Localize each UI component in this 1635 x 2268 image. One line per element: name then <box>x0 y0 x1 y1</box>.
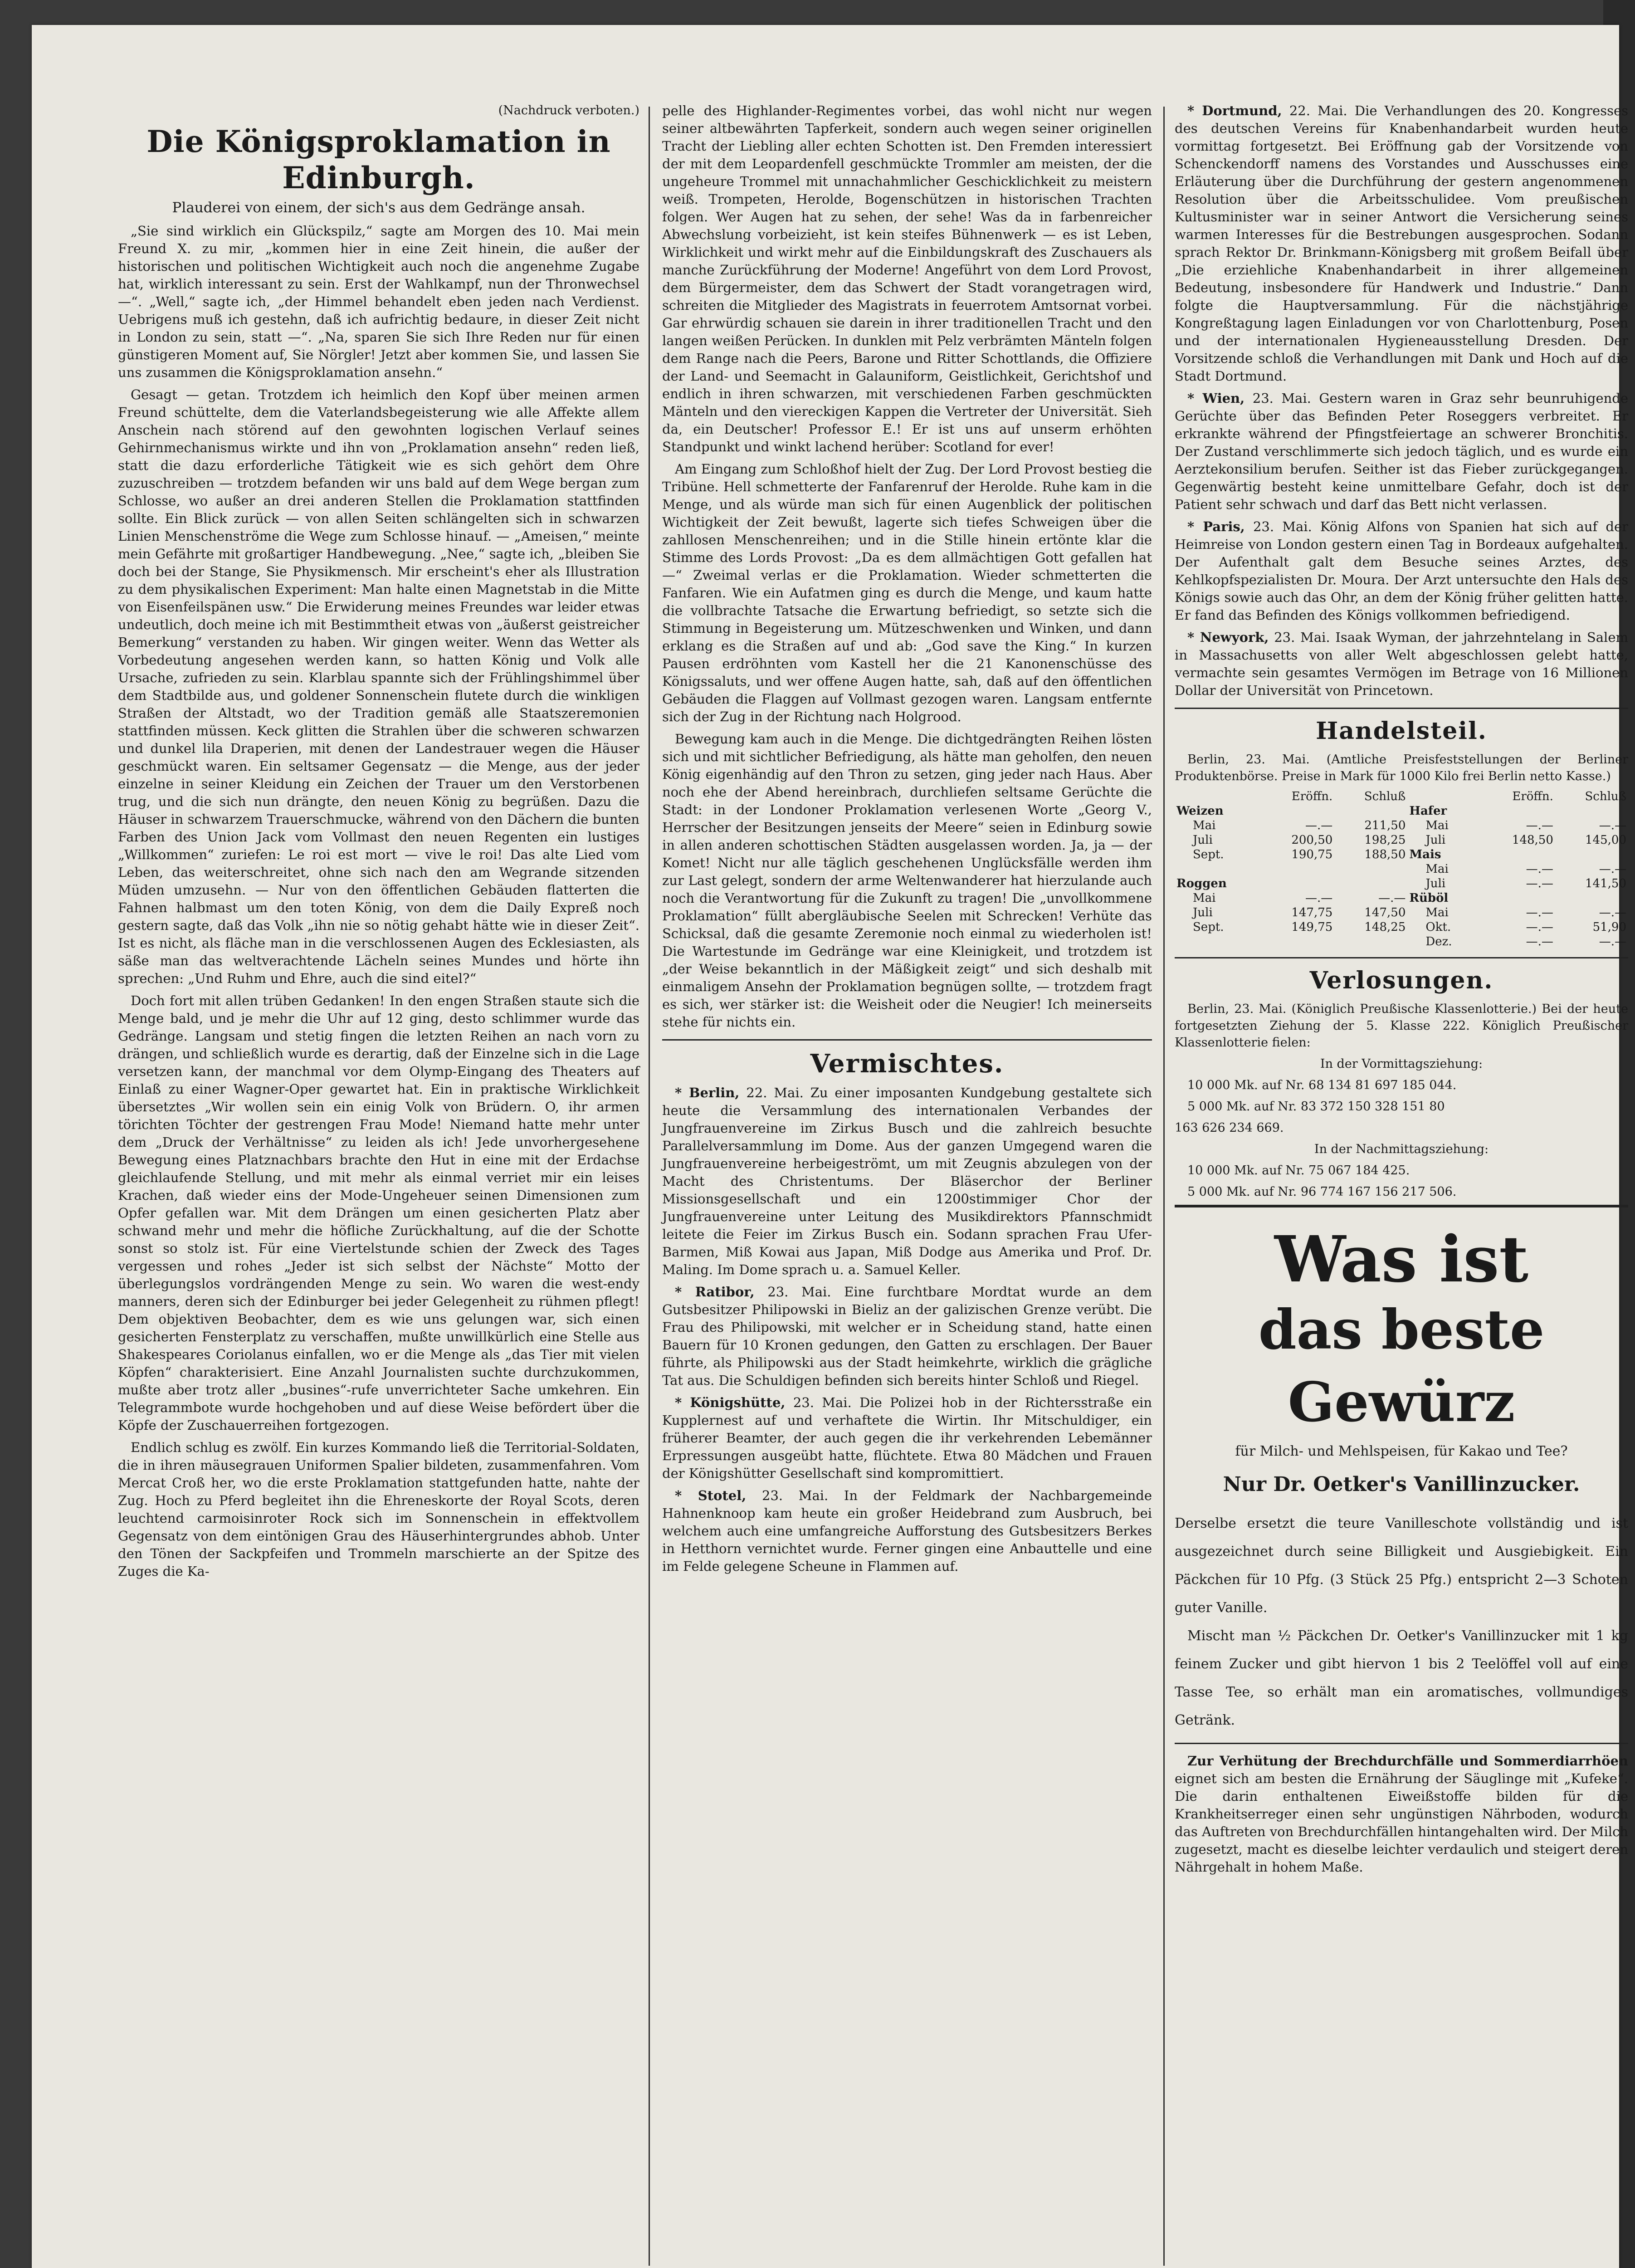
price-cell <box>1483 804 1555 818</box>
price-cell <box>1262 934 1334 949</box>
price-cell: —.— <box>1526 862 1553 876</box>
price-cell: —.— <box>1526 877 1553 890</box>
price-cell: Okt. <box>1425 920 1451 934</box>
price-cell: Mai <box>1425 862 1449 876</box>
price-table-header <box>1175 789 1628 804</box>
price-cell: —.— <box>1599 819 1626 832</box>
notice-heading: Zur Verhütung der Brechdurchfälle und Sommerdiarrhöen <box>1187 1753 1628 1769</box>
ad-headline: das beste Gewürz <box>1258 1298 1545 1434</box>
news-text: 23. Mai. Gestern waren in Graz sehr beunruhigende Gerüchte über das Befinden Peter Roseggers verbreitet. Er erkrankte während der Pfingstfeiertage an schwerer Bronchitis. Der Zustand verschlimmerte sich jedoch täglich, und es wurde ein Aerztekonsilium berufen. Seither ist das Fieber zurückgegangen. Gegenwärtig besteht keine unmittelbare Gefahr, doch ist der Patient sehr schwach und darf das Bett nicht verlassen. <box>1175 391 1629 512</box>
price-cell: 148,25 <box>1364 920 1406 934</box>
ad-body: Mischt man ½ Päckchen Dr. Oetker's Vanillinzucker mit 1 kg feinem Zucker und gibt hiervon 1 bis 2 Teelöffel voll auf eine Tasse Tee, so erhält man ein aromatisches, vollmundiges Getränk. <box>1175 1628 1628 1728</box>
draw-heading: In der Vormittagsziehung: <box>1320 1057 1483 1071</box>
handel-intro: Berlin, 23. Mai. (Amtliche Preisfeststellungen der Berliner Produktenbörse. Preise in Mark für 1000 Kilo frei Berlin netto Kasse.) <box>1175 753 1628 783</box>
dateline: * Ratibor, <box>675 1284 755 1300</box>
price-cell: Sept. <box>1193 848 1224 861</box>
price-cell <box>1334 876 1407 891</box>
price-row <box>1175 876 1628 891</box>
price-cell <box>1334 804 1407 818</box>
price-cell <box>1262 862 1334 876</box>
price-cell: —.— <box>1305 819 1333 832</box>
price-cell: —.— <box>1599 935 1626 948</box>
dateline: * Newyork, <box>1187 630 1269 645</box>
article-paragraph: Gesagt — getan. Trotzdem ich heimlich den Kopf über meinen armen Freund schüttelte, dem die Vaterlandsbegeisterung wie alle Affekte allem Anschein nach störend auf den gewohnten logischen Verlauf seines Gehirnmechanismus wirkte und ihn von „Proklamation ansehn“ reden ließ, statt die dazu erforderliche Tätigkeit wie es sich gehört dem Ohre zuzuschreiben — trotzdem befanden wir uns bald auf dem Wege bergan zum Schlosse, wo außer an drei anderen Stellen die Proklamation stattfinden sollte. Ein Blick zurück — von allen Seiten schlängelten sich in schwarzen Linien Menschenströme die Wege zum Schlosse hinauf. — „Ameisen,“ meinte mein Gefährte mit großartiger Handbewegung. „Nee,“ sagte ich, „bleiben Sie doch bei der Stange, Sie Physikmensch. Mir erscheint's eher als Illustration zu dem physikalischen Experiment: Man halte einen Magnetstab in die Mitte von Eisenfeilspänen usw.“ Die Erwiderung meines Freundes war leider etwas undeutlich, doch meine ich mit Bestimmtheit etwas von „äußerst geistreicher Bemerkung“ verstanden zu haben. Wir gingen weiter. Wenn das Wetter als Vorbedeutung angesehen werden kann, so hatten König und Volk alle Ursache, zufrieden zu sein. Klarblau spannte sich der Frühlingshimmel über dem Stadtbilde aus, und goldener Sonnenschein flutete durch die winkligen Straßen der Altstadt, wo der Tradition gemäß alle Staatszeremonien stattfinden müssen. Keck glitten die Strahlen über die schweren schwarzen und dunkel lila Draperien, mit denen der Landestrauer wegen die Häuser geschmückt waren. Ein seltsamer Gegensatz — die Menge, aus der jeder einzelne in seiner Kleidung ein Zeichen der Trauer um den Verstorbenen trug, und die sich nun drängte, den neuen König zu begrüßen. Dazu die Häuser in schwarzem Trauerschmucke, während von den Dächern die bunten Farben des Union Jack vom Vollmast den neuen Regenten ein lustiges „Willkommen“ zuriefen: Le roi est mort — vive le roi! Das alte Lied vom Leben, das weiterschreitet, ohne sich nach den am Wegrande sitzenden Müden umzusehn. — Nur von den öffentlichen Gebäuden flatterten die Fahnen halbmast um den toten König, von dem die Daily Expreß noch gestern sagte, daß das Volk „ihn nie so nötig gehabt hätte wie in dieser Zeit“. Ist es nicht, als fläche man in die verschlossenen Augen des Ecklesiasten, als säße man das weltverachtende Lächeln seines Mundes und hörte ihn sprechen: „Und Ruhm und Ehre, auch die sind eitel?“ <box>118 387 639 986</box>
price-table <box>1175 789 1628 949</box>
price-cell: Mai <box>1425 819 1449 832</box>
price-cell <box>1555 891 1628 905</box>
section-divider <box>1175 1743 1628 1744</box>
dateline: * Königshütte, <box>675 1395 786 1410</box>
news-item-berlin <box>662 1084 1152 1279</box>
news-item-dortmund <box>1175 102 1628 385</box>
column-rule <box>649 107 650 2266</box>
handelsteil-title: Handelsteil. <box>1316 717 1487 745</box>
price-cell: 145,00 <box>1585 833 1626 847</box>
price-row <box>1175 818 1628 833</box>
dateline: * Berlin, <box>675 1085 740 1100</box>
nachdruck-note: (Nachdruck verboten.) <box>498 103 639 117</box>
ad-body: Derselbe ersetzt die teure Vanilleschote vollständig und ist ausgezeichnet durch seine Billigkeit und Ausgiebigkeit. Ein Päckchen für 10 Pfg. (3 Stück 25 Pfg.) entspricht 2—3 Schoten guter Vanille. <box>1175 1515 1628 1616</box>
price-cell <box>1483 847 1555 862</box>
price-cell: —.— <box>1526 920 1553 934</box>
price-row <box>1175 833 1628 847</box>
news-item-wien <box>1175 390 1628 513</box>
ad-headline: Was ist <box>1274 1222 1528 1297</box>
price-cell: 149,75 <box>1291 920 1333 934</box>
price-cell <box>1334 862 1407 876</box>
newspaper-page <box>32 25 1629 2268</box>
price-cell: Mais <box>1409 848 1441 861</box>
verlosungen-title: Verlosungen. <box>1309 967 1493 994</box>
price-cell <box>1555 804 1628 818</box>
price-cell: Juli <box>1425 877 1446 890</box>
news-text: 23. Mai. Eine furchtbare Mordtat wurde an dem Gutsbesitzer Philipowski in Bieliz an der galizischen Grenze verübt. Die Frau des Philipowski, mit welcher er in Scheidung stand, hatte einen Bauern für 10 Kronen gedungen, den Gatten zu erschlagen. Der Bauer führte, als Philipowski aus der Stadt heimkehrte, wirklich die grägliche Tat aus. Die Schuldigen befinden sich bereits hinter Schloß und Riegel. <box>662 1284 1152 1388</box>
ad-tagline: für Milch- und Mehlspeisen, für Kakao und Tee? <box>1235 1443 1568 1459</box>
price-cell: Rüböl <box>1409 891 1449 905</box>
price-cell <box>1262 804 1334 818</box>
ad-brand: Nur Dr. Oetker's Vanillinzucker. <box>1223 1473 1580 1496</box>
price-cell <box>1483 891 1555 905</box>
column-header: Schluß <box>1585 790 1626 803</box>
news-item-newyork <box>1175 629 1628 699</box>
notice-text: eignet sich am besten die Ernährung der Säuglinge mit „Kufeke“. Die darin enthaltenen Eiweißstoffe bilden für die Krankheitserreger einen sehr ungünstigen Nährboden, wodurch das Auftreten von Brechdurchfällen hintangehalten wird. Der Milch zugesetzt, macht es dieselbe leichter verdaulich und steigert deren Nährgehalt in hohem Maße. <box>1175 1771 1628 1875</box>
news-text: 23. Mai. König Alfons von Spanien hat sich auf der Heimreise von London gestern einen Tag in Bordeaux aufgehalten. Der Aufenthalt galt dem Besuche seines Arztes, des Kehlkopfspezialisten Dr. Moura. Der Arzt untersuchte den Hals des Königs sowie auch das Ohr, an dem der König früher gelitten hatte. Er fand das Befinden des Königs vollkommen befriedigend. <box>1175 519 1628 623</box>
price-cell: 147,50 <box>1364 906 1406 919</box>
kufeke-notice <box>1175 1752 1628 1876</box>
section-divider <box>1175 708 1628 709</box>
price-cell: —.— <box>1526 935 1553 948</box>
price-cell: 188,50 <box>1364 848 1406 861</box>
price-row <box>1175 934 1628 949</box>
article-paragraph: Doch fort mit allen trüben Gedanken! In den engen Straßen staute sich die Menge bald, und je mehr die Uhr auf 12 ging, desto schlimmer wurde das Gedränge. Langsam und stetig fingen die letzten Reihen an nach vorn zu drängen, und schließlich wurde es derartig, daß der Einzelne sich in die Lage versetzen kann, der manchmal vor dem Olymp-Eingang des Theaters auf Einlaß zu einer Wagner-Oper gewartet hat. Ein in praktische Wirklichkeit übersetztes „Wir wollen sein ein einig Volk von Brüdern. O, ihr armen törichten Töchter der gestrengen Frau Mode! Niemand hatte mehr unter dem „Druck der Verhältnisse“ zu leiden als ich! Jede unvorhergesehene Bewegung eines Platznachbars brachte den Hut in eine mit der Erdachse gleichlaufende Stellung, und mit mehr als einmal verriet mir ein leises Krachen, daß wieder eins der Mode-Ungeheuer seinen Dimensionen zum Opfer gefallen war. Mit dem Drängen um einen gesicherten Platz aber schwand mehr und mehr die höfliche Zurückhaltung, auf die der Schotte sonst so stolz ist. Für eine Viertelstunde schien der Zweck des Tages vergessen und rohes „Jeder ist sich selbst der Nächste“ Motto der überlegungslos vordrängenden Menge zu sein. Wo waren die west-endy manners, deren sich der Edinburger bei jeder Gelegenheit zu rühmen pflegt! Dem objektiven Beobachter, dem es wie uns gelungen war, sich einen gesicherten Fensterplatz zu verschaffen, mußte unwillkürlich eine Stelle aus Shakespeares Coriolanus einfallen, wo er die Menge als „das Tier mit vielen Köpfen“ charakterisiert. Eine Anzahl Journalisten suchte durchzukommen, mußte aber trotz aller „busines“-rufe unverrichteter Sache umkehren. Ein Telegrammbote wurde hochgehoben und auf diese Weise befördert über die Köpfe der Zuschauerreihen fortgezogen. <box>118 993 639 1433</box>
column-header: Schluß <box>1364 790 1406 803</box>
price-cell <box>1175 934 1262 949</box>
draw-line: 5 000 Mk. auf Nr. 83 372 150 328 151 80 <box>1187 1100 1445 1114</box>
price-cell: —.— <box>1526 819 1553 832</box>
article-paragraph: „Sie sind wirklich ein Glückspilz,“ sagte am Morgen des 10. Mai mein Freund X. zu mir, „kommen hier in eine Zeit hinein, die außer der historischen und politischen Wichtigkeit auch noch die angenehme Zugabe hat, wirklich interessant zu sein. Erst der Wahlkampf, nun der Thronwechsel —“. „Well,“ sagte ich, „der Himmel behandelt eben jeden nach Verdienst. Uebrigens muß ich gestehn, daß ich aufrichtig bedaure, in dieser Zeit nicht in London zu sein, statt —“. „Na, sparen Sie sich Ihre Reden nur für einen günstigeren Moment auf, Sie Nörgler! Jetzt aber kommen Sie, und lassen Sie uns zusammen die Königsproklamation ansehn.“ <box>118 223 639 380</box>
price-cell: 51,90 <box>1592 920 1626 934</box>
article-title: Die Königsproklamation in Edinburgh. <box>146 124 611 196</box>
dateline: * Wien, <box>1187 391 1245 406</box>
price-cell: Hafer <box>1409 804 1447 818</box>
section-divider <box>1175 957 1628 958</box>
price-cell: —.— <box>1599 862 1626 876</box>
price-row <box>1175 847 1628 862</box>
price-row <box>1175 804 1628 818</box>
price-cell: 147,75 <box>1291 906 1333 919</box>
price-cell: Roggen <box>1176 877 1227 890</box>
price-cell: —.— <box>1378 891 1406 905</box>
oetker-advertisement <box>1175 1205 1628 1735</box>
price-cell: Dez. <box>1425 935 1452 948</box>
price-cell: —.— <box>1526 906 1553 919</box>
draw-line: 10 000 Mk. auf Nr. 75 067 184 425. <box>1187 1163 1410 1178</box>
draw-line: 10 000 Mk. auf Nr. 68 134 81 697 185 044. <box>1187 1078 1457 1092</box>
section-divider <box>662 1039 1152 1041</box>
price-cell: Juli <box>1193 833 1213 847</box>
price-cell <box>1334 934 1407 949</box>
column-header: Eröffn. <box>1512 790 1553 803</box>
price-cell: 190,75 <box>1291 848 1333 861</box>
draw-line: 5 000 Mk. auf Nr. 96 774 167 156 217 506. <box>1187 1185 1457 1199</box>
price-cell: Mai <box>1193 819 1216 832</box>
price-row <box>1175 862 1628 876</box>
news-item-ratibor <box>662 1283 1152 1389</box>
dateline: * Dortmund, <box>1187 103 1282 118</box>
column-2 <box>662 102 1152 1580</box>
draw-heading: In der Nachmittagsziehung: <box>1314 1142 1489 1156</box>
price-cell <box>1555 847 1628 862</box>
price-cell: —.— <box>1599 906 1626 919</box>
article-paragraph: Am Eingang zum Schloßhof hielt der Zug. Der Lord Provost bestieg die Tribüne. Hell schmetterte der Fanfarenruf der Herolde. Ruhe kam in die Menge, und als würde man sich für einen Augenblick der politischen Wichtigkeit der Zeit bewußt, lagerte sich tiefes Schweigen über die zahllosen Menschenreihen; und in die Stille hinein ertönte klar die Stimme des Lords Provost: „Da es dem allmächtigen Gott gefallen hat —“ Zweimal verlas er die Proklamation. Wieder schmetterten die Fanfaren. Wie ein Aufatmen ging es durch die Menge, und kaum hatte die vollbrachte Tatsache die Erwartung befriedigt, so setzte sich die Stimmung in Begeisterung um. Mützeschwenken und Winken, und dann erklang es die Straßen auf und ab: „God save the King.“ In kurzen Pausen erdröhnten vom Kastell her die 21 Kanonenschüsse des Königssaluts, und wer offene Augen hatte, sah, daß auf den öffentlichen Gebäuden die Flaggen auf Vollmast gezogen waren. Langsam entfernte sich der Zug in der Richtung nach Holgrood. <box>662 461 1152 724</box>
price-cell <box>1262 876 1334 891</box>
article-paragraph: pelle des Highlander-Regimentes vorbei, das wohl nicht nur wegen seiner altbewährten Tapferkeit, sondern auch wegen seiner originellen Tracht der Liebling aller echten Schotten ist. Den Fremden interessiert der mit dem Leopardenfell geschmückte Trommler am meisten, der die ungeheure Trommel mit unnachahmlicher Geschicklichkeit zu meistern weiß. Trompeten, Herolde, Bogenschützen in historischen Trachten folgen. Wer Augen hat zu sehen, der sehe! Was da in farbenreicher Abwechslung vorbeizieht, ist kein steifes Bühnenwerk — es ist Leben, Wirklichkeit und wirkt mehr auf die Einbildungskraft des Zuschauers als manche Zurückführung der Moderne! Angeführt von dem Lord Provost, dem Bürgermeister, dem das Schwert der Stadt vorangetragen wird, schreiten die Mitglieder des Magistrats in feuerrotem Amtsornat vorbei. Gar ehrwürdig schauen sie darein in ihrer traditionellen Tracht und den langen weißen Perücken. In dunklen mit Pelz verbrämten Mänteln folgen dem Range nach die Peers, Barone und Ritter Schottlands, die Offiziere der Land- und Seemacht in Galauniform, Geistlichkeit, Gerichtshof und endlich in ihren schwarzen, mit verschiedenen Farben geschmückten Mänteln und den viereckigen Kappen die Vertreter der Universität. Sieh da, ein Deutscher! Professor E.! Er ist uns auf unserm erhöhten Standpunkt und winkt lachend herüber: Scotland for ever! <box>662 103 1152 455</box>
news-item-paris <box>1175 518 1628 624</box>
column-rule <box>1163 107 1165 2266</box>
price-row <box>1175 891 1628 905</box>
column-1 <box>118 102 639 1585</box>
price-cell: 148,50 <box>1512 833 1553 847</box>
price-cell: 200,50 <box>1291 833 1333 847</box>
vermischtes-title: Vermischtes. <box>810 1049 1004 1079</box>
news-text: 23. Mai. In der Feldmark der Nachbargemeinde Hahnenknoop kam heute ein großer Heidebrand zum Ausbruch, bei welchem auch eine umfangreiche Aufforstung des Gutsbesitzers Berkes in Hetthorn vernichtet wurde. Ferner gingen eine Anbauttelle und eine im Felde gelegene Scheune in Flammen auf. <box>662 1488 1152 1574</box>
price-cell: Weizen <box>1176 804 1224 818</box>
price-row <box>1175 905 1628 920</box>
price-cell: Sept. <box>1193 920 1224 934</box>
news-item-koenigshuette <box>662 1394 1152 1482</box>
news-text: 22. Mai. Die Verhandlungen des 20. Kongresses des deutschen Vereins für Knabenhandarbeit wurden heute vormittag fortgesetzt. Bei Eröffnung gab der Vorsitzende von Schenckendorff namens des Vorstandes und Ausschusses eine Erläuterung über die Durchführung der gestern angenommenen Resolution über die Arbeitsschulidee. Vom preußischen Kultusminister war in seiner Antwort die Versicherung seines warmen Interesses für die Bestrebungen ausgesprochen. Sodann sprach Rektor Dr. Brinkmann-Königsberg mit großem Beifall über „Die erziehliche Knabenhandarbeit in ihrer allgemeinen Bedeutung, insbesondere für Handwerk und Industrie.“ Dann folgte die Hauptversammlung. Für die nächstjährige Kongreßtagung lagen Einladungen vor von Charlottenburg, Posen und der internationalen Hygieneausstellung Dresden. Der Vorsitzende schloß die Verhandlungen mit Dank und Hoch auf die Stadt Dortmund. <box>1175 103 1629 384</box>
article-paragraph: Endlich schlug es zwölf. Ein kurzes Kommando ließ die Territorial-Soldaten, die in ihren mäusegrauen Uniformen Spalier bildeten, zusammenfahren. Vom Mercat Croß her, wo die erste Proklamation stattgefunden hatte, nahte der Zug. Hoch zu Pferd begleitet ihn die Ehreneskorte der Royal Scots, deren leuchtend carmoisinroter Rock sich im Sonnenschein in effektvollem Gegensatz von dem eintönigen Grau des Häuserhintergrundes abhob. Unter den Tönen der Sackpfeifen und Trommeln marschierte an der Spitze des Zuges die Ka- <box>118 1440 639 1579</box>
price-cell: 141,50 <box>1585 877 1626 890</box>
news-text: 23. Mai. Isaak Wyman, der jahrzehntelang in Salem in Massachusetts von aller Welt abgeschlossen gelebt hatte, vermachte sein gesamtes Vermögen im Betrage von 16 Millionen Dollar der Universität von Princetown. <box>1175 630 1628 698</box>
news-text: 23. Mai. Die Polizei hob in der Richtersstraße ein Kupplernest auf und verhaftete die Wirtin. Ihr Mitschuldiger, ein früherer Beamter, der auch gegen die ihr verkehrenden Lebemänner Erpressungen ausgeübt hatte, flüchtete. Etwa 80 Mädchen und Frauen der Königshütter Gesellschaft sind kompromittiert. <box>662 1395 1152 1481</box>
dateline: * Paris, <box>1187 519 1245 534</box>
news-item-stotel <box>662 1487 1152 1575</box>
dateline: * Stotel, <box>675 1488 747 1503</box>
price-row <box>1175 920 1628 934</box>
news-text: 22. Mai. Zu einer imposanten Kundgebung gestaltete sich heute die Versammlung des internationalen Verbandes der Jungfrauenvereine im Zirkus Busch und die zahlreich besuchte Parallelversammlung im Dome. Aus der ganzen Umgegend waren die Jungfrauenvereine herbeigeströmt, um mit Zeugnis abzulegen von der Macht des Christentums. Der Bläserchor der Berliner Missionsgesellschaft und ein 1200stimmiger Chor der Jungfrauenvereine unter Leitung des Musikdirektors Pfannschmidt leitete die Feier im Zirkus Busch ein. Sodann sprachen Frau Ufer-Barmen, Miß Kowai aus Japan, Miß Dodge aus Amerika und Prof. Dr. Maling. Im Dome sprach u. a. Samuel Keller. <box>662 1085 1152 1277</box>
draw-line: 163 626 234 669. <box>1175 1121 1284 1135</box>
price-cell: Mai <box>1425 906 1449 919</box>
article-subtitle: Plauderei von einem, der sich's aus dem Gedränge ansah. <box>172 200 586 216</box>
verlos-intro: Berlin, 23. Mai. (Königlich Preußische Klassenlotterie.) Bei der heute fortgesetzten Ziehung der 5. Klasse 222. Königlich Preußischer Klassenlotterie fielen: <box>1175 1002 1628 1050</box>
price-cell: 211,50 <box>1364 819 1406 832</box>
price-cell: Juli <box>1425 833 1446 847</box>
price-cell: 198,25 <box>1364 833 1406 847</box>
column-header: Eröffn. <box>1291 790 1333 803</box>
price-cell: Juli <box>1193 906 1213 919</box>
article-paragraph: Bewegung kam auch in die Menge. Die dichtgedrängten Reihen lösten sich und mit sichtlicher Befriedigung, als hätte man geholfen, den neuen König eigenhändig auf den Thron zu setzen, ging jeder nach Haus. Aber noch ehe der Abend hereinbrach, durchliefen seltsame Gerüchte die Stadt: in der Londoner Proklamation verlesenen Worte „Georg V., Herrscher der Besitzungen jenseits der Meere“ seien in Edinburg sowie in allen anderen schottischen Städten ausgelassen worden. Ja, ja — der Komet! Nicht nur alle täglich geschehenen Unglücksfälle werden ihm zur Last gelegt, sondern der arme Weltenwanderer hat hierzulande auch noch die Verantwortung für die Zukunft zu tragen! Die „unvollkommene Proklamation“ füllt abergläubische Seelen mit Schrecken! Verhüte das Schicksal, daß die gesamte Zeremonie noch einmal zu wiederholen ist! Die Wartestunde im Gedränge war eine Kleinigkeit, und trotzdem ist „der Weise bekanntlich in der Mäßigkeit zeigt“ und sich deshalb mit einmaligem Ansehn der Proklamation begnügen sollte, — trotzdem fragt es sich, wer stärker ist: die Weisheit oder die Neugier! Ich meinerseits stehe für nichts ein. <box>662 731 1152 1030</box>
price-cell: —.— <box>1305 891 1333 905</box>
price-cell: Mai <box>1193 891 1216 905</box>
column-3 <box>1175 102 1628 1881</box>
price-cell <box>1175 862 1262 876</box>
